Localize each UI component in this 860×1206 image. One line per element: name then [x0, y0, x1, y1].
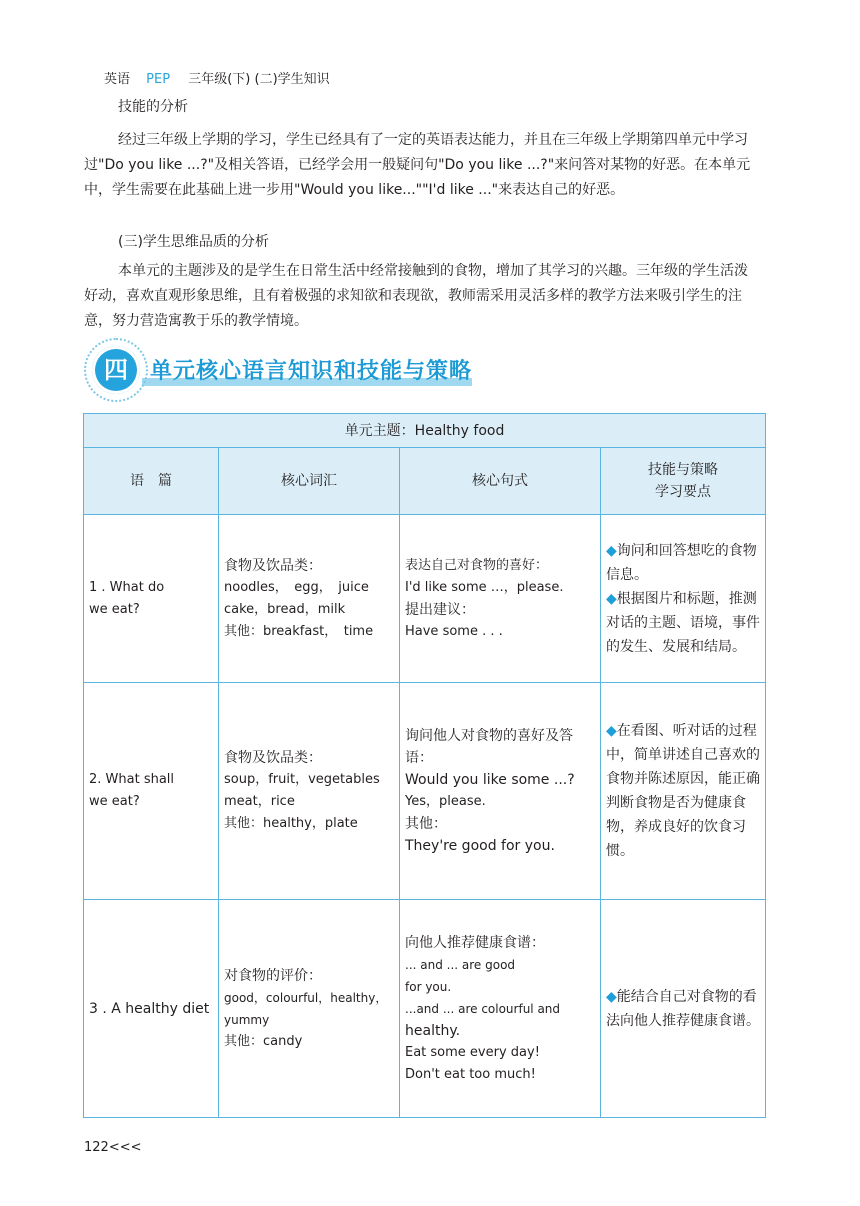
sentence-line: 询问他人对食物的喜好及答语：: [405, 728, 573, 766]
sentence-line: They're good for you.: [405, 838, 555, 854]
page-header: [104, 68, 330, 87]
diamond-bullet-icon: ◆: [606, 988, 617, 1005]
sentence-line: 提出建议：: [405, 601, 475, 618]
header-row: [84, 448, 766, 515]
lesson-title-line1: 1 . What do: [89, 579, 165, 595]
table-row: [84, 683, 766, 900]
vocab-cell: [219, 515, 400, 683]
header-skills: [601, 448, 766, 515]
lesson-cell: [84, 900, 219, 1118]
header-sentences: 核心句式: [400, 448, 601, 515]
header-section: (二)学生知识: [254, 72, 330, 87]
header-lesson: 语 篇: [84, 448, 219, 515]
vocab-line: 其他：healthy，plate: [224, 816, 358, 831]
vocab-line: cake，bread，milk: [224, 601, 346, 617]
sentence-line: for you.: [405, 979, 452, 994]
lesson-cell: [84, 683, 219, 900]
section-4-heading: [84, 338, 484, 408]
lesson-title-line1: 2. What shall: [89, 772, 175, 787]
header-skills-line1: 技能与策略: [648, 462, 719, 478]
header-grade: 三年级(下): [188, 72, 251, 87]
sentence-line: Don't eat too much!: [405, 1066, 536, 1082]
lesson-title-line2: we eat?: [89, 794, 140, 809]
sentence-cell: [400, 900, 601, 1118]
header-edition: PEP: [146, 72, 171, 87]
skill-point: ◆询问和回答想吃的食物信息。: [606, 542, 757, 583]
paragraph-skills: 经过三年级上学期的学习，学生已经具有了一定的英语表达能力，并且在三年级上学期第四单元中学习过"Do you like ...?"及相关答语，已经学会用一般疑问句"Do you like ...?"来问答对某物的好恶。在本单元中，学生需要在此基础上进一步用"Would you like...""I'd like ..."来表达自己的好恶。: [84, 132, 751, 198]
vocab-line: soup，fruit，vegetables: [224, 772, 380, 787]
diamond-bullet-icon: ◆: [606, 590, 617, 607]
sentence-line: 其他：: [405, 816, 447, 832]
vocab-cell: [219, 900, 400, 1118]
sentence-line: Eat some every day!: [405, 1044, 540, 1060]
sentence-line: I'd like some …，please.: [405, 579, 564, 595]
sentence-line: Would you like some ...?: [405, 772, 575, 788]
vocab-line: 其他：candy: [224, 1033, 303, 1049]
sentence-line: Have some . . .: [405, 623, 503, 639]
vocab-line: 食物及饮品类：: [224, 750, 322, 766]
diamond-bullet-icon: ◆: [606, 723, 617, 739]
sentence-line: ... and ... are good: [405, 957, 516, 972]
core-knowledge-table: [83, 413, 766, 1118]
skill-point: ◆在看图、听对话的过程中，简单讲述自己喜欢的食物并陈述原因，能正确判断食物是否为健康食物，养成良好的饮食习惯。: [606, 723, 760, 859]
header-vocab: 核心词汇: [219, 448, 400, 515]
diamond-bullet-icon: ◆: [606, 542, 617, 559]
sentence-line: ...and ... are colourful and: [405, 1001, 561, 1016]
vocab-line: yummy: [224, 1012, 270, 1027]
lesson-cell: [84, 515, 219, 683]
skill-point: ◆根据图片和标题，推测对话的主题、语境，事件的发生、发展和结局。: [606, 590, 760, 655]
sentence-cell: [400, 683, 601, 900]
vocab-line: 对食物的评价：: [224, 967, 322, 984]
sentence-line: 表达自己对食物的喜好：: [405, 557, 549, 573]
lesson-title-line2: we eat?: [89, 601, 140, 617]
section-number-badge: 四: [92, 346, 140, 394]
table-row: [84, 900, 766, 1118]
page-number: 122<<<: [84, 1140, 142, 1155]
paragraph-thinking: 本单元的主题涉及的是学生在日常生活中经常接触到的食物，增加了其学习的兴趣。三年级的学生活泼好动，喜欢直观形象思维，且有着极强的求知欲和表现欲，教师需采用灵活多样的教学方法来吸引学生的注意，努力营造寓教于乐的教学情境。: [84, 263, 748, 329]
skills-cell: [601, 683, 766, 900]
skills-cell: [601, 515, 766, 683]
section-title: 单元核心语言知识和技能与策略: [150, 359, 473, 384]
sentence-line: Yes，please.: [405, 794, 486, 809]
subtitle-continuation: 技能的分析: [118, 99, 188, 115]
vocab-cell: [219, 683, 400, 900]
header-subject: 英语: [104, 72, 131, 87]
vocab-line: 其他：breakfast， time: [224, 623, 374, 639]
header-skills-line2: 学习要点: [655, 484, 712, 500]
lesson-title-line1: 3 . A healthy diet: [89, 1000, 210, 1017]
vocab-line: noodles， egg， juice: [224, 579, 369, 595]
skills-cell: [601, 900, 766, 1118]
topic-row: [84, 414, 766, 448]
sentence-line: healthy.: [405, 1022, 461, 1039]
sentence-cell: [400, 515, 601, 683]
unit-topic: 单元主题：Healthy food: [84, 414, 766, 448]
sentence-line: 向他人推荐健康食谱：: [405, 934, 545, 951]
subtitle-thinking: (三)学生思维品质的分析: [118, 234, 269, 250]
table-row: [84, 515, 766, 683]
vocab-line: 食物及饮品类：: [224, 557, 322, 574]
vocab-line: meat，rice: [224, 794, 295, 809]
skill-point: ◆能结合自己对食物的看法向他人推荐健康食谱。: [606, 988, 760, 1029]
vocab-line: good，colourful，healthy，: [224, 990, 388, 1005]
